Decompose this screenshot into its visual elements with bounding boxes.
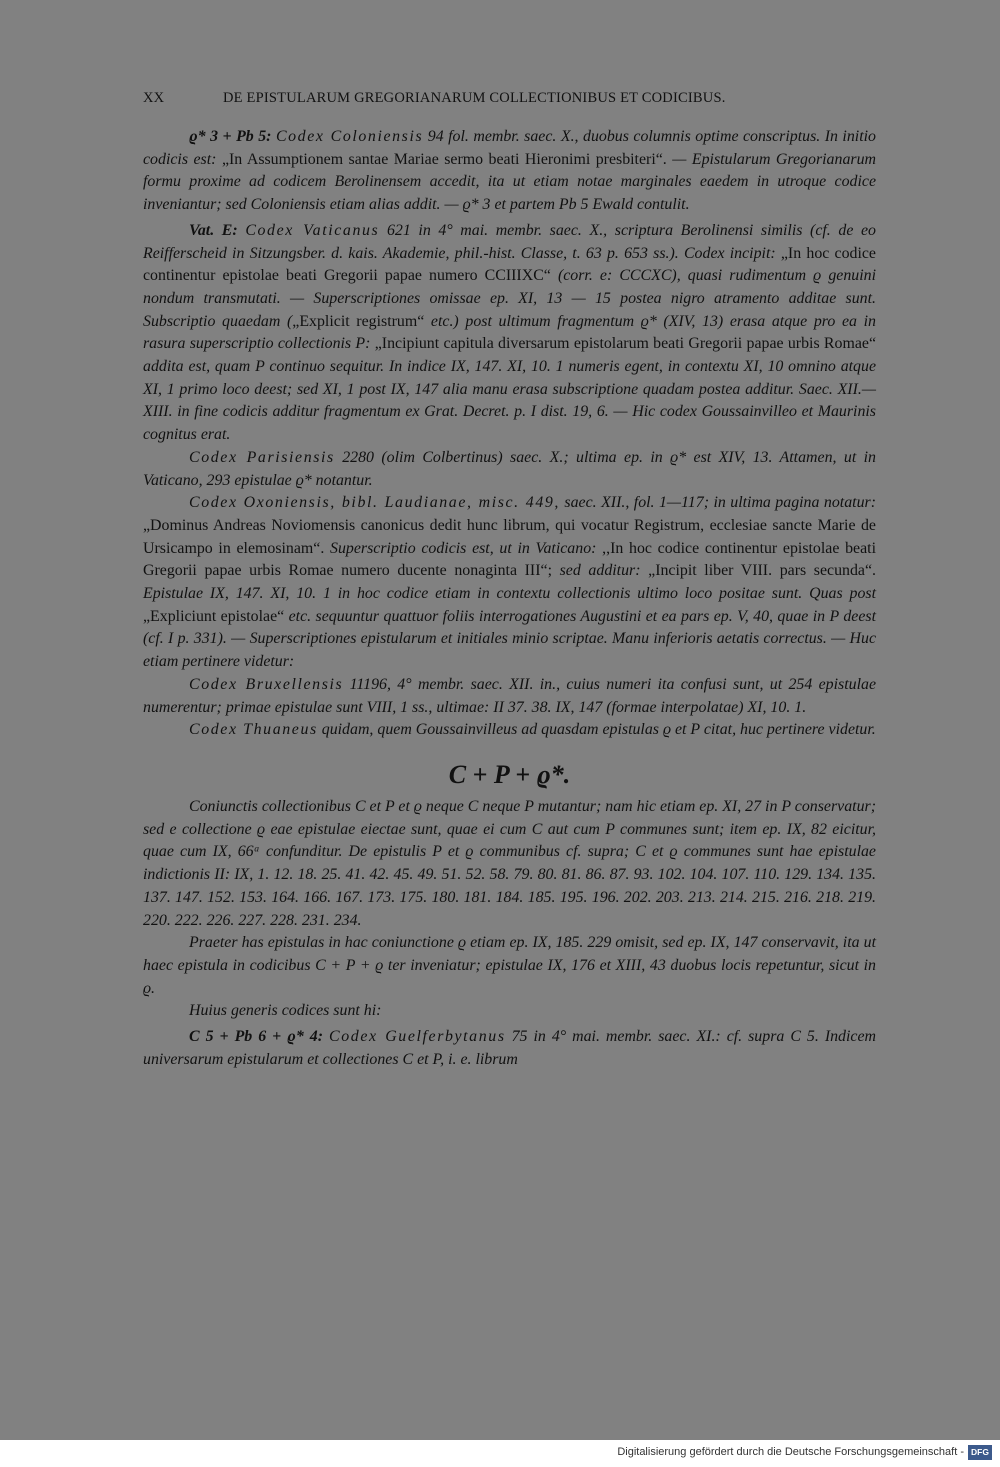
paragraph-oxoniensis: Codex Oxoniensis, bibl. Laudianae, misc. 449, saec. XII., fol. 1—117; in ultima pagina notatur: „Dominus Andreas Noviomensis canonicus dedit hunc librum, qui vocatur Registrum, ecclesiae sancte Marie de Ursicampo in elemosinam“. Superscriptio codicis est, ut in Vaticano: ,,In hoc codice continentur epistolae beati Gregorii papae urbis Romae numero ducente nonaginta III“; sed additur: „Incipit liber VIII. pars secunda“. Epistulae IX, 147. XI, 10. 1 in hoc codice etiam in contextu collectionis ultimo loco positae sunt. Quas post „Expliciunt epistolae“ etc. sequuntur quattuor foliis interrogationes Augustini et ea pars ep. V, 40, quae in P deest (cf. I p. 331). — Superscriptiones epistularum et initiales minio scriptae. Manu inferioris aetatis correctus. — Huc etiam pertinere videtur: [143, 494, 876, 671]
paragraph-thuaneus: Codex Thuaneus quidam, quem Goussainvilleus ad quasdam epistulas ϱ et P citat, huc pertinere videtur. [189, 721, 876, 739]
codex-name: Codex Vaticanus [245, 221, 380, 239]
paragraph-huius-generis: Huius generis codices sunt hi: [189, 1002, 382, 1020]
paragraph-guelferbytanus: C 5 + Pb 6 + ϱ* 4: Codex Guelferbytanus 75 in 4° mai. membr. saec. XI.: cf. supra C 5. Indicem universarum epistularum et collectiones C et P, i. e. librum [143, 1028, 876, 1068]
codex-name: Codex Oxoniensis, bibl. Laudianae, misc. 449, [189, 494, 560, 512]
siglum: C 5 + Pb 6 + ϱ* 4: [189, 1028, 324, 1046]
codex-name: Codex Thuaneus [189, 721, 318, 739]
section-heading: C + P + ϱ*. [448, 759, 571, 789]
paragraph-parisiensis: Codex Parisiensis 2280 (olim Colbertinus) saec. X.; ultima ep. in ϱ* est XIV, 13. Attamen, ut in Vaticano, 293 epistulae ϱ* notantur. [143, 448, 876, 489]
paragraph-vaticanus: Vat. E: Codex Vaticanus 621 in 4° mai. membr. saec. X., scriptura Berolinensi similis (cf. de eo Reifferscheid in Sitzungsber. d. kais. Akademie, phil.-hist. Classe, t. 63 p. 653 ss.). Codex incipit: „In hoc codice continentur epistolae beati Gregorii papae numero CCIIIXC“ (corr. e: CCCXC), quasi rudimentum ϱ genuini nondum transmutati. — Superscriptiones omissae ep. XI, 13 — 15 postea nigro atramento additae sunt. Subscriptio quaedam („Explicit registrum“ etc.) post ultimum fragmentum ϱ* (XIV, 13) erasa atque pro ea in rasura superscriptio collectionis P: „Incipiunt capitula diversarum epistolarum beati Gregorii papae urbis Romae“ addita est, quam P continuo sequitur. In indice IX, 147. XI, 10. 1 numeris egent, in contextu XI, 10 omnino atque XI, 1 primo loco deest; sed XI, 1 post IX, 147 alia manu erasa subscriptione quadam postea additur. Saec. XII.—XIII. in fine codicis additur fragmentum ex Grat. Decret. p. I dist. 19, 6. — Hic codex Goussainvilleo et Maurinis cognitus erat. [143, 221, 876, 444]
body-text [143, 126, 876, 1071]
codex-name: Codex Coloniensis [275, 128, 424, 145]
footer-bar [0, 1440, 1000, 1467]
paragraph-bruxellensis: Codex Bruxellensis 11196, 4° membr. saec. XII. in., cuius numeri ita confusi sunt, ut 254 epistulae numerentur; primae epistulae sunt VIII, 1 ss., ultimae: II 37. 38. IX, 147 (formae interpolatae) XI, 10. 1. [143, 675, 877, 716]
page-number: XX [143, 90, 165, 106]
dfg-logo: DFG [968, 1445, 992, 1460]
paragraph-codex-coloniensis: ϱ* 3 + Pb 5: Codex Coloniensis 94 fol. membr. saec. X., duobus columnis optime conscriptus. In initio codicis est: „In Assumptionem santae Mariae sermo beati Hieronimi presbiteri“. — Epistularum Gregorianarum formu proxime ad codicem Berolinensem accedit, ita ut etiam notae marginales eaedem in utroque codice inveniantur; sed Coloniensis etiam alias addit. — ϱ* 3 et partem Pb 5 Ewald contulit. [143, 128, 876, 214]
siglum: ϱ* 3 + Pb 5: [189, 128, 272, 145]
codex-name: Codex Bruxellensis [189, 675, 344, 693]
funding-credit: Digitalisierung gefördert durch die Deutsche Forschungsgemeinschaft - [617, 1446, 964, 1458]
paragraph-praeter: Praeter has epistulas in hac coniunctione ϱ etiam ep. IX, 185. 229 omisit, sed ep. IX, 147 conservavit, ita ut haec epistula in codicibus C + P + ϱ ter inveniatur; epistulae IX, 176 et XIII, 43 duobus locis repetuntur, sicut in ϱ. [143, 934, 876, 997]
codex-name: Codex Guelferbytanus [329, 1028, 506, 1046]
paragraph-coniunctis: Coniunctis collectionibus C et P et ϱ neque C neque P mutantur; nam hic etiam ep. XI, 27 in P conservatur; sed e collectione ϱ eae epistulae eiectae sunt, quae ei cum C aut cum P communes sunt; item ep. IX, 82 eicitur, quae cum IX, 66ᵃ confunditur. De epistulis P et ϱ communibus cf. supra; C et ϱ communes sunt hae epistulae indictionis II: IX, 1. 12. 18. 25. 41. 42. 45. 49. 51. 52. 58. 79. 80. 81. 86. 87. 93. 102. 104. 107. 110. 129. 134. 135. 137. 147. 152. 153. 164. 166. 167. 173. 175. 180. 181. 184. 185. 195. 196. 202. 203. 213. 214. 215. 216. 218. 219. 220. 222. 226. 227. 228. 231. 234. [143, 797, 876, 929]
running-title: DE EPISTULARUM GREGORIANARUM COLLECTIONIBUS ET CODICIBUS. [223, 90, 726, 106]
codex-name: Codex Parisiensis [189, 448, 335, 466]
siglum: Vat. E: [189, 221, 238, 239]
